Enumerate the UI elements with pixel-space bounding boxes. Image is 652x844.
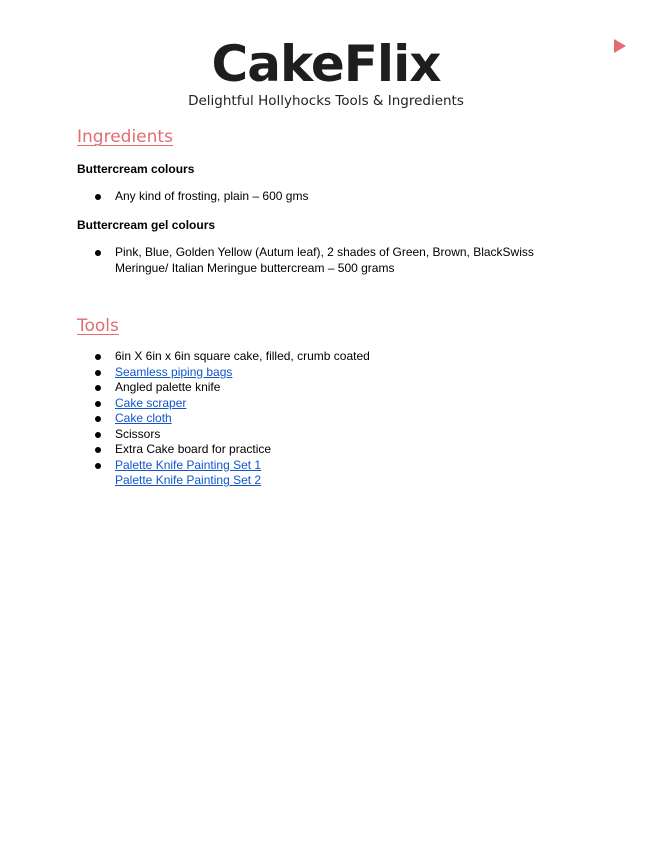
list-item-text: 6in X 6in x 6in square cake, filled, crumb coated xyxy=(115,349,370,363)
list-item xyxy=(0,396,535,412)
list-item xyxy=(0,365,535,381)
bullet-icon xyxy=(95,416,101,422)
list-item xyxy=(0,442,535,458)
list-item xyxy=(0,245,535,276)
seamless-piping-bags-link[interactable]: Seamless piping bags xyxy=(115,364,233,379)
tools-heading: Tools xyxy=(77,316,119,336)
bullet-icon xyxy=(95,447,101,453)
list-item xyxy=(0,458,535,489)
list-item-text: Any kind of frosting, plain – 600 gms xyxy=(115,189,309,203)
list-item-text: Pink, Blue, Golden Yellow (Autum leaf), 2 shades of Green, Brown, BlackSwiss Meringue/ Italian Meringue buttercream – 500 grams xyxy=(115,245,534,275)
play-icon xyxy=(614,39,626,53)
tools-list xyxy=(0,349,535,489)
buttercream-gel-colours-list xyxy=(0,245,535,276)
list-item xyxy=(0,411,535,427)
bullet-icon xyxy=(95,463,101,469)
buttercream-colours-list xyxy=(0,189,535,205)
bullet-icon xyxy=(95,432,101,438)
palette-knife-set-1-link[interactable]: Palette Knife Painting Set 1 xyxy=(115,457,262,472)
palette-knife-set-2-link[interactable]: Palette Knife Painting Set 2 xyxy=(115,473,262,487)
logo-wordmark: CakeFlix xyxy=(211,35,441,93)
cake-cloth-link[interactable]: Cake cloth xyxy=(115,411,172,425)
document-subtitle: Delightful Hollyhocks Tools & Ingredients xyxy=(188,93,464,109)
ingredients-heading: Ingredients xyxy=(77,127,173,147)
list-item-text: Scissors xyxy=(115,426,161,441)
bullet-icon xyxy=(95,354,101,360)
bullet-icon xyxy=(95,370,101,376)
bullet-icon xyxy=(95,250,101,256)
list-item-text: Angled palette knife xyxy=(115,380,221,394)
bullet-icon xyxy=(95,385,101,391)
list-item xyxy=(0,349,535,365)
cake-scraper-link[interactable]: Cake scraper xyxy=(115,395,187,410)
list-item xyxy=(0,189,535,205)
list-item-text: Extra Cake board for practice xyxy=(115,442,272,456)
bullet-icon xyxy=(95,401,101,407)
list-item xyxy=(0,380,535,396)
bullet-icon xyxy=(95,194,101,200)
buttercream-gel-colours-heading: Buttercream gel colours xyxy=(77,218,216,232)
cakeflix-logo xyxy=(0,36,652,92)
list-item xyxy=(0,427,535,443)
buttercream-colours-heading: Buttercream colours xyxy=(77,162,195,176)
